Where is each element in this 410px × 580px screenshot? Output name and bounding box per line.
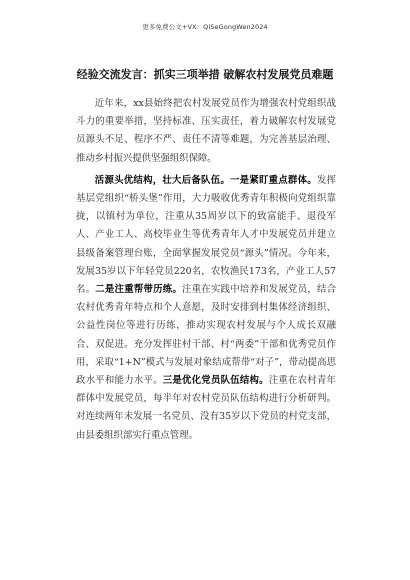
subpoint-heading-2: 二是注重帮带历练。 bbox=[95, 284, 183, 296]
section-paragraph bbox=[76, 172, 336, 445]
subpoint-text-3: 注重在农村青年群体中发展党员，每半年对农村党员队伍结构进行分析研判。对连续两年未发展一名党员、没有35岁以下党员的村党支部，由县委组织部实行重点管理。 bbox=[76, 375, 336, 441]
subpoint-text-2: 注重在实践中培养和发展党员，结合农村优秀青年特点和个人意愿，及时安排到村集体经济组织、公益性岗位等进行历练，推动实现农村发展与个人成长双融合、双促进。充分发挥驻村干部、村“两委”干部和优秀党员作用，采取“1+N”模式与发展对象结成帮带“对子”，带动提高思政水平和能力水平。 bbox=[76, 284, 336, 387]
header-note: 更多免费公文+VX：QiSeGongWen2024 bbox=[142, 23, 268, 31]
document-title: 经验交流发言：抓实三项举措 破解农村发展党员难题 bbox=[76, 68, 334, 81]
subpoint-text-1: 发挥基层党组织“桥头堡”作用，大力吸收优秀青年积极向党组织靠拢，以镇村为单位，注重从35周岁以下的致富能手、退役军人、产业工人、高校毕业生等优秀青年人才中发展党员并建立县级备案管理台账，全面掌握发展党员“源头”情况。今年来，发展35岁以下年轻党员220名，农牧渔民173名，产业工人57名。 bbox=[76, 174, 336, 296]
subpoint-heading-1: 一是紧盯重点群体。 bbox=[230, 174, 317, 186]
intro-paragraph: 近年来，xx县始终把农村发展党员作为增强农村党组织战斗力的重要举措，坚持标准、压实责任，着力破解农村发展党员源头不足、程序不严、责任不清等难题，为完善基层治理、推动乡村振兴提供坚强组织保障。 bbox=[76, 98, 336, 164]
document-body bbox=[76, 95, 336, 445]
subpoint-heading-3: 三是优化党员队伍结构。 bbox=[162, 375, 269, 387]
section-lead: 活源头优结构，壮大后备队伍。 bbox=[94, 174, 231, 186]
